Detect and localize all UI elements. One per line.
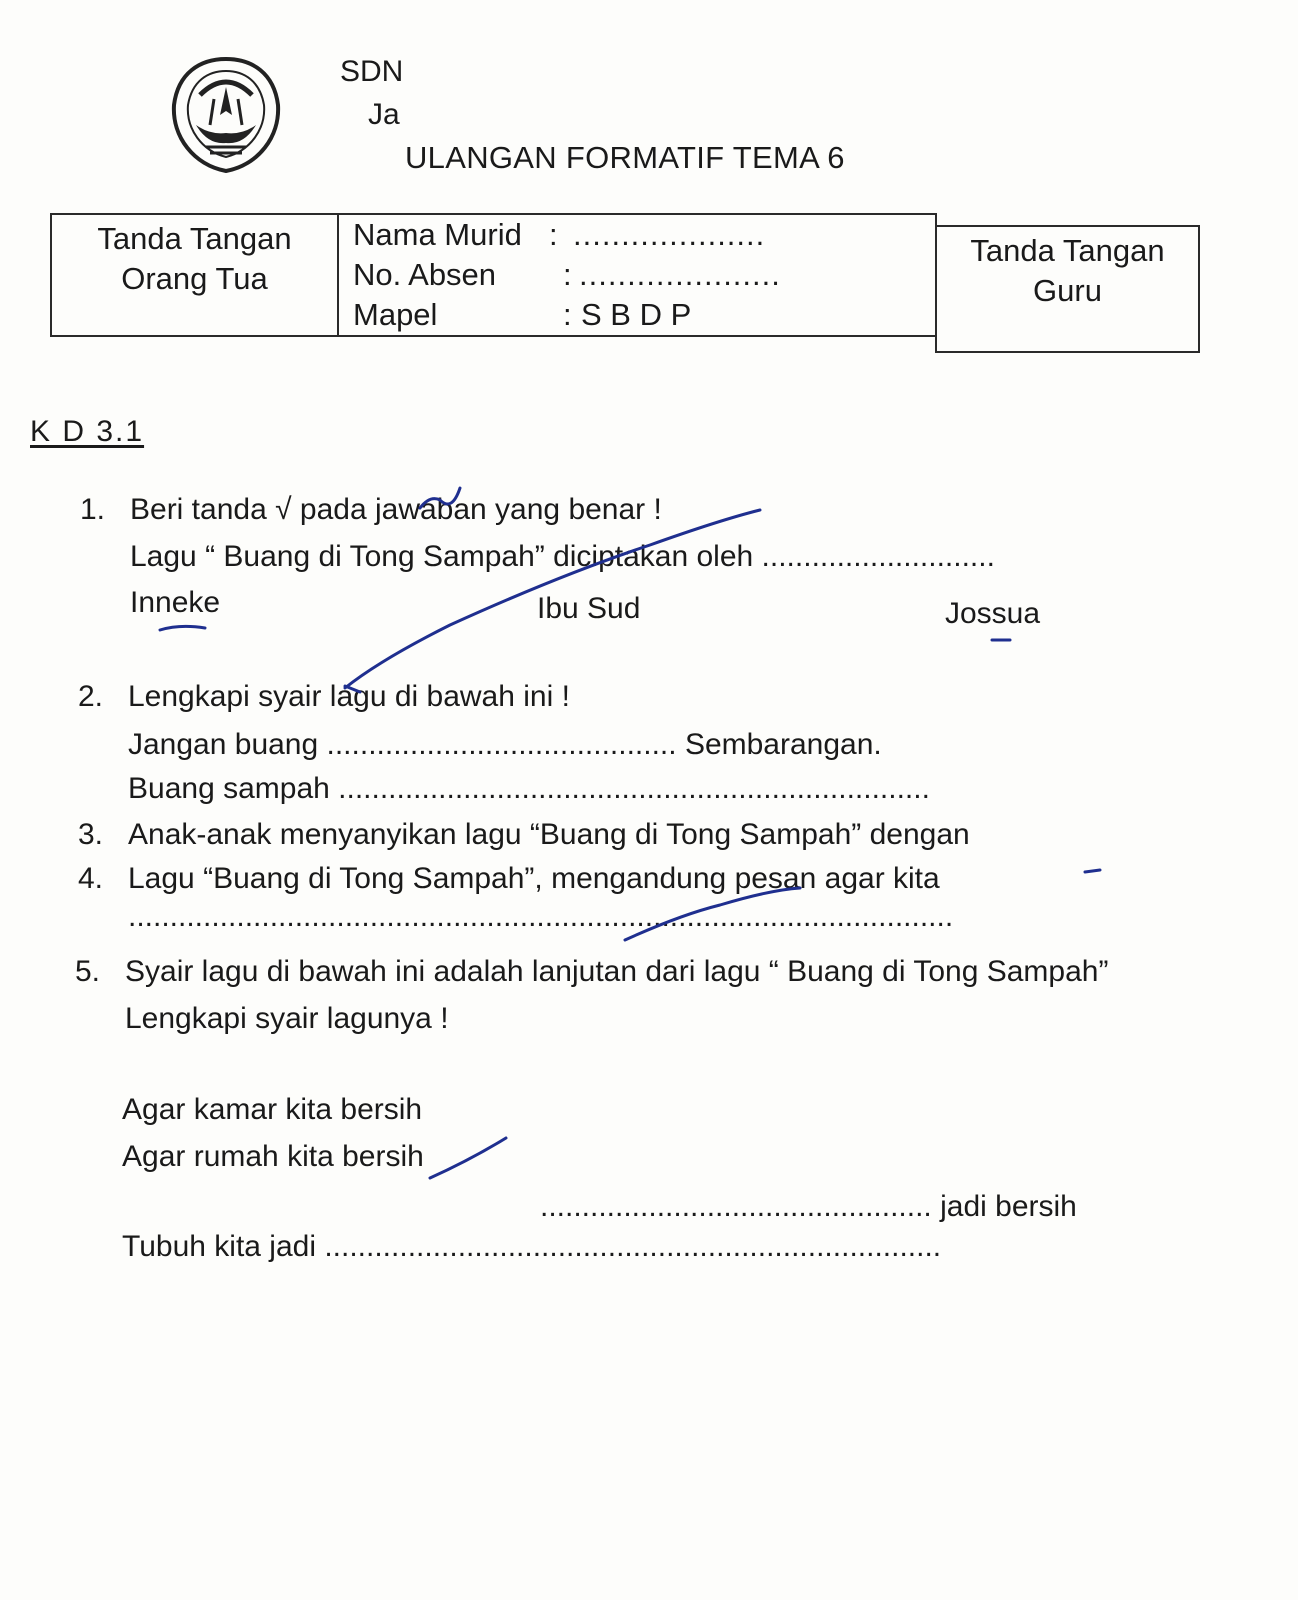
question-2-line-1-start[interactable]: Jangan buang .......................................... [128, 728, 677, 761]
question-2-number: 2. [78, 680, 104, 713]
question-2-line-2[interactable]: Buang sampah ....................................................................... [128, 772, 930, 805]
page-title: ULANGAN FORMATIF TEMA 6 [405, 140, 845, 175]
absence-number-sep: : [563, 257, 572, 292]
student-name-row[interactable] [353, 217, 766, 253]
question-5-text: Syair lagu di bawah ini adalah lanjutan dari lagu “ Buang di Tong Sampah” [125, 955, 1109, 988]
school-city: Ja [368, 98, 400, 131]
question-1-instruction: Beri tanda √ pada jawaban yang benar ! [130, 493, 662, 526]
lyric-line-3-end: jadi bersih [940, 1190, 1077, 1223]
question-2-instruction: Lengkapi syair lagu di bawah ini ! [128, 680, 570, 713]
ink-dash-2 [1085, 870, 1100, 872]
section-heading: K D 3.1 [30, 415, 145, 448]
teacher-signature-label-1: Tanda Tangan [970, 233, 1165, 268]
parent-signature-label-2: Orang Tua [121, 261, 268, 296]
question-1-option-b[interactable]: Ibu Sud [537, 592, 641, 625]
absence-number-label: No. Absen [353, 257, 497, 292]
subject-value: S B D P [581, 297, 692, 332]
question-3-text: Anak-anak menyanyikan lagu “Buang di Tong Sampah” dengan [128, 818, 970, 851]
question-1-stem[interactable]: Lagu “ Buang di Tong Sampah” diciptakan oleh ............................ [130, 540, 995, 573]
student-name-sep: : [549, 217, 558, 252]
student-info-cell [337, 213, 937, 337]
question-1-number: 1. [80, 493, 106, 526]
question-2-line-1-end: Sembarangan. [684, 728, 882, 761]
question-4-number: 4. [78, 862, 104, 895]
identity-table [50, 213, 1200, 353]
subject-label: Mapel [353, 297, 438, 332]
lyric-line-3-blank[interactable]: ............................................... [540, 1190, 932, 1223]
question-4-text: Lagu “Buang di Tong Sampah”, mengandung pesan agar kita [128, 862, 940, 895]
parent-signature-cell[interactable] [50, 213, 339, 337]
question-5-number: 5. [75, 955, 101, 988]
ink-underline-1 [160, 626, 205, 630]
question-2-line-1[interactable] [128, 728, 882, 762]
absence-number-row[interactable] [353, 257, 781, 293]
absence-number-field[interactable]: ..................... [579, 257, 781, 292]
lyric-line-1: Agar kamar kita bersih [122, 1093, 423, 1126]
subject-sep: : [563, 297, 572, 332]
student-name-label: Nama Murid [353, 217, 522, 252]
tut-wuri-handayani-logo-icon [170, 55, 282, 175]
teacher-signature-cell[interactable] [935, 225, 1200, 353]
question-1-option-a[interactable]: Inneke [130, 586, 221, 619]
school-name: SDN [340, 55, 404, 88]
question-5-instruction: Lengkapi syair lagunya ! [125, 1002, 449, 1035]
lyric-line-4[interactable]: Tubuh kita jadi .......................................................................... [122, 1230, 942, 1263]
subject-row [353, 297, 692, 333]
check-stroke-3 [430, 1138, 506, 1178]
lyric-line-3[interactable] [540, 1190, 1077, 1224]
question-3-number: 3. [78, 818, 104, 851]
question-1-option-c[interactable]: Jossua [945, 597, 1041, 630]
teacher-signature-label-2: Guru [1033, 273, 1102, 308]
question-4-answer-line[interactable]: ................................................................................................... [128, 900, 954, 933]
parent-signature-label-1: Tanda Tangan [97, 221, 292, 256]
student-name-field[interactable]: .................... [573, 217, 766, 252]
lyric-line-2: Agar rumah kita bersih [122, 1140, 424, 1173]
